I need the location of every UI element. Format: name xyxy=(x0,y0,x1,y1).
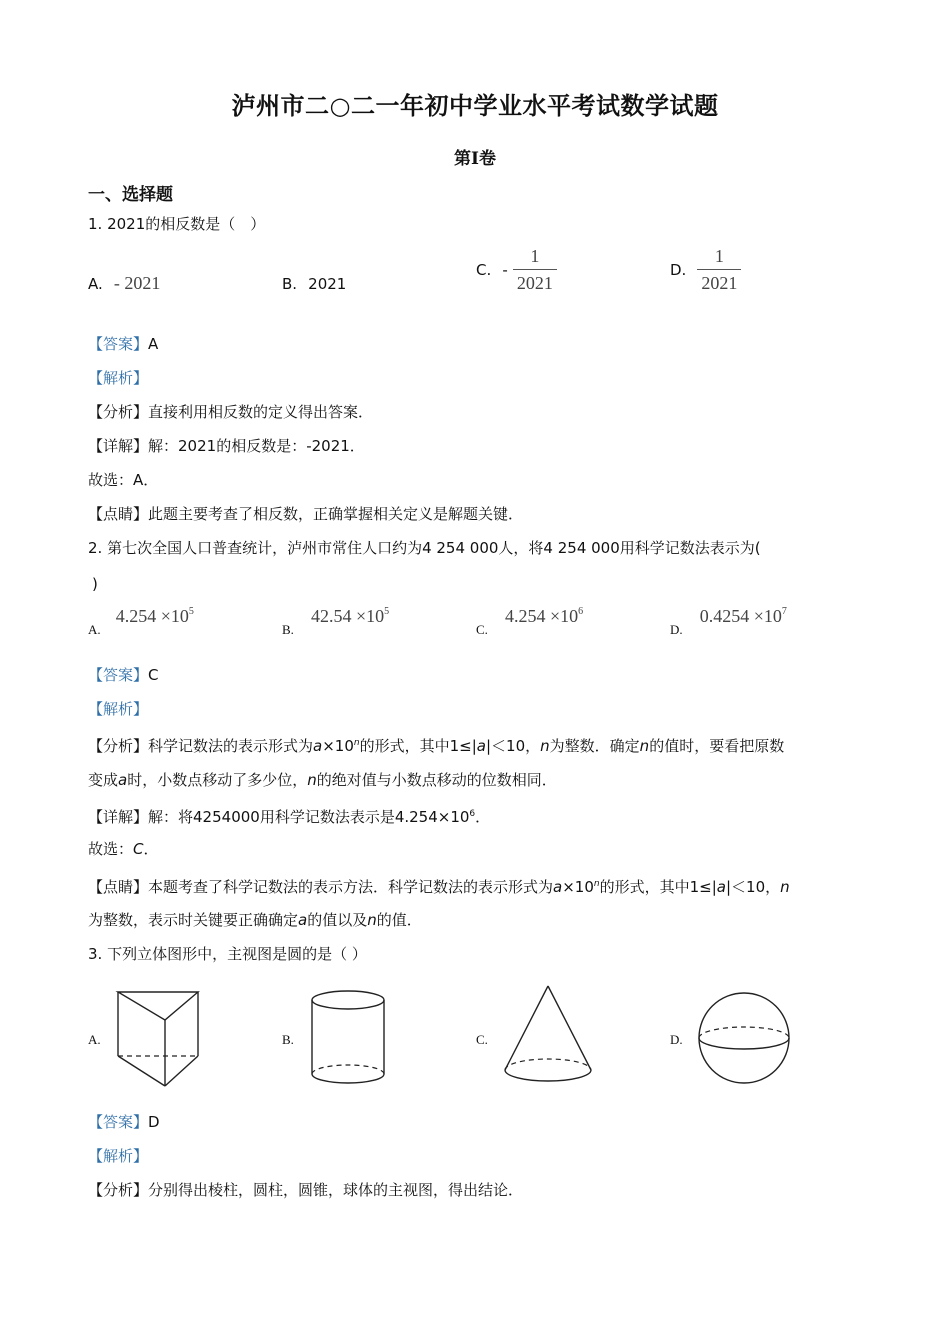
q1-option-c xyxy=(476,246,557,294)
fraction xyxy=(697,246,741,294)
analysis-tag: 【分析】 xyxy=(88,1181,149,1199)
analysis-tag: 【分析】 xyxy=(88,403,149,421)
var-a: a xyxy=(118,771,128,789)
q2-analysis-line2 xyxy=(88,770,557,790)
q1-choice: 故选：A． xyxy=(88,471,159,489)
var-a: a xyxy=(553,878,563,896)
var-n: n xyxy=(540,737,550,755)
detail-tag: 【详解】 xyxy=(88,437,149,455)
var-a: a xyxy=(298,911,308,929)
comment-text: 的值． xyxy=(376,911,422,929)
var-a: a xyxy=(716,878,726,896)
q3-option-a-letter: A. xyxy=(88,1032,101,1047)
q2-option-d xyxy=(670,606,787,637)
analysis-text: 直接利用相反数的定义得出答案． xyxy=(148,403,374,421)
times-ten: ×10 xyxy=(322,737,354,755)
q2-stem-line1: 2. 第七次全国人口普查统计，泸州市常住人口约为4 254 000人，将4 254 000用科学记数法表示为( xyxy=(88,539,761,557)
analysis-text: 分别得出棱柱，圆柱，圆锥，球体的主视图，得出结论． xyxy=(148,1181,524,1199)
var-a: a xyxy=(476,737,486,755)
choice-value: C xyxy=(133,840,144,858)
fraction xyxy=(513,246,557,294)
q1-comment xyxy=(88,504,523,524)
triangular-prism-figure xyxy=(110,984,206,1090)
minus-sign: - xyxy=(502,261,508,279)
q3-jiexi-tag: 【解析】 xyxy=(88,1147,149,1165)
numerator: 1 xyxy=(513,246,557,270)
comment-text: 的值以及 xyxy=(307,911,368,929)
q1-option-a xyxy=(88,273,160,294)
q3-answer xyxy=(88,1112,160,1132)
option-letter: A. xyxy=(88,622,101,637)
q1-answer xyxy=(88,334,158,354)
q1-stem: 1. 2021的相反数是（ ） xyxy=(88,215,266,233)
q2-option-a xyxy=(88,606,194,637)
detail-text: 解：2021的相反数是：-2021． xyxy=(148,437,365,455)
answer-tag: 【答案】 xyxy=(88,1113,149,1131)
q2-option-c xyxy=(476,606,584,637)
choice-end: ． xyxy=(143,840,159,858)
detail-text: 解：将4254000用科学记数法表示是4.254×10 xyxy=(148,808,470,826)
comment-tag: 【点睛】 xyxy=(88,505,149,523)
analysis-text: 科学记数法的表示形式为 xyxy=(148,737,314,755)
var-n: n xyxy=(367,911,377,929)
option-value xyxy=(116,606,194,626)
denominator: 2021 xyxy=(701,273,738,293)
sci-base: 0.4254 ×10 xyxy=(699,606,782,626)
sci-base: 4.254 ×10 xyxy=(505,606,579,626)
sci-exponent: 5 xyxy=(384,606,390,617)
comment-text: 的形式，其中1≤| xyxy=(599,878,717,896)
sci-base: 4.254 ×10 xyxy=(115,606,189,626)
q1-analysis xyxy=(88,402,373,422)
q1-option-b xyxy=(282,274,346,293)
sci-exponent: 6 xyxy=(578,606,584,617)
detail-tag: 【详解】 xyxy=(88,808,149,826)
q2-detail xyxy=(88,804,490,827)
page-title: 泸州市二○二一年初中学业水平考试数学试题 xyxy=(231,91,719,120)
q2-option-b xyxy=(282,606,390,637)
volume-heading: 第Ⅰ卷 xyxy=(454,149,496,169)
answer-value: A xyxy=(148,335,159,353)
q2-comment-line1 xyxy=(88,874,790,897)
answer-tag: 【答案】 xyxy=(88,666,149,684)
q1-detail xyxy=(88,436,365,456)
times-ten: ×10 xyxy=(562,878,594,896)
analysis-text: |＜10， xyxy=(485,737,541,755)
analysis-text: 变成 xyxy=(88,771,119,789)
sci-base: 42.54 ×10 xyxy=(311,606,385,626)
var-n: n xyxy=(639,737,650,755)
analysis-text: 的值时，要看把原数 xyxy=(649,737,785,755)
var-n: n xyxy=(307,771,317,789)
detail-end: ． xyxy=(475,808,491,826)
choice-prefix: 故选： xyxy=(88,840,134,858)
option-value xyxy=(311,606,389,626)
q3-stem: 3. 下列立体图形中，主视图是圆的是（ ） xyxy=(88,945,367,963)
q3-analysis xyxy=(88,1180,523,1200)
var-n-exponent: n xyxy=(353,738,360,748)
answer-tag: 【答案】 xyxy=(88,335,149,353)
comment-text: 本题考查了科学记数法的表示方法．科学记数法的表示形式为 xyxy=(148,878,554,896)
section-heading: 一、选择题 xyxy=(88,185,173,205)
option-letter: A. xyxy=(88,275,103,293)
answer-value: D xyxy=(148,1113,160,1131)
q2-choice xyxy=(88,839,159,859)
option-letter: D. xyxy=(670,261,687,279)
detail-exponent: 6 xyxy=(469,809,476,819)
comment-text: 此题主要考查了相反数，正确掌握相关定义是解题关键． xyxy=(148,505,524,523)
option-letter: D. xyxy=(670,622,683,637)
analysis-text: 的形式，其中1≤| xyxy=(359,737,477,755)
option-value: - 2021 xyxy=(113,273,161,293)
q2-analysis-line1 xyxy=(88,733,784,756)
answer-value: C xyxy=(148,666,159,684)
denominator: 2021 xyxy=(516,273,553,293)
q1-option-d xyxy=(670,246,741,294)
var-a: a xyxy=(313,737,323,755)
analysis-tag: 【分析】 xyxy=(88,737,149,755)
option-letter: B. xyxy=(282,622,294,637)
analysis-text: 的绝对值与小数点移动的位数相同． xyxy=(316,771,557,789)
cylinder-figure xyxy=(306,988,390,1090)
analysis-text: 为整数．确定 xyxy=(549,737,640,755)
q2-jiexi-tag: 【解析】 xyxy=(88,700,149,718)
q1-jiexi-tag: 【解析】 xyxy=(88,369,149,387)
option-letter: C. xyxy=(476,261,492,279)
sphere-figure xyxy=(696,990,792,1086)
q3-option-b-letter: B. xyxy=(282,1032,294,1047)
option-letter: C. xyxy=(476,622,488,637)
q3-option-d-letter: D. xyxy=(670,1032,683,1047)
option-value xyxy=(700,606,787,626)
analysis-text: 时，小数点移动了多少位， xyxy=(127,771,308,789)
option-value xyxy=(505,606,583,626)
option-value: 2021 xyxy=(308,275,347,293)
q2-comment-line2 xyxy=(88,910,422,930)
q3-option-c-letter: C. xyxy=(476,1032,488,1047)
cone-figure xyxy=(500,982,596,1090)
var-n: n xyxy=(780,878,790,896)
option-letter: B. xyxy=(282,275,298,293)
comment-text: 为整数，表示时关键要正确确定 xyxy=(88,911,299,929)
q2-stem-line2: ) xyxy=(92,575,98,593)
sci-exponent: 5 xyxy=(188,606,194,617)
numerator: 1 xyxy=(697,246,741,270)
var-n-exponent: n xyxy=(593,879,600,889)
sci-exponent: 7 xyxy=(781,606,787,617)
comment-tag: 【点睛】 xyxy=(88,878,149,896)
q2-answer xyxy=(88,665,159,685)
comment-text: |＜10， xyxy=(725,878,781,896)
